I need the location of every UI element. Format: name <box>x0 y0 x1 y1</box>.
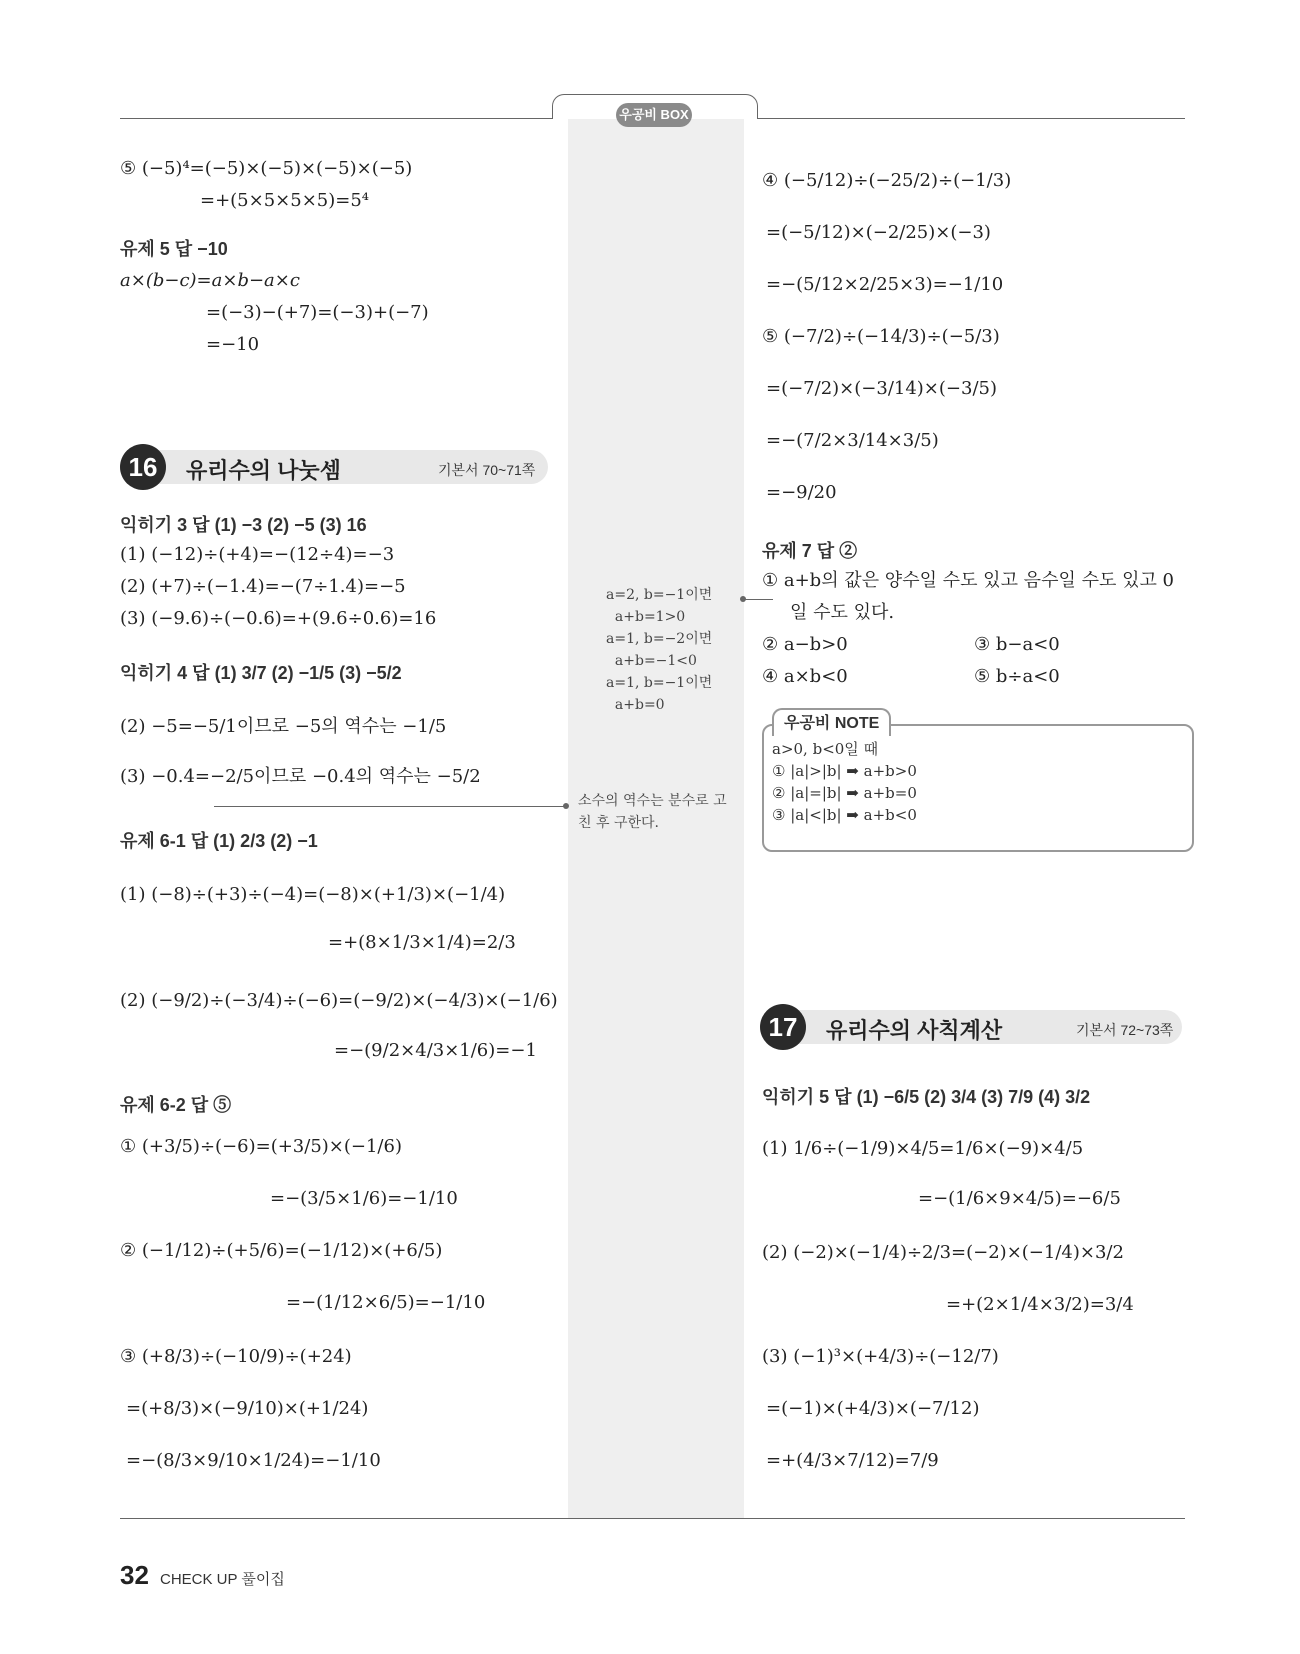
right-line: =−9/20 <box>766 482 837 503</box>
right-line: =−(5/12×2/25×3)=−1/10 <box>766 274 1004 295</box>
left-line: (3) (−9.6)÷(−0.6)=+(9.6÷0.6)=16 <box>120 608 437 629</box>
left-line: =(+8/3)×(−9/10)×(+1/24) <box>126 1398 369 1419</box>
problem-tag: 유제 7 답 ② <box>762 541 858 561</box>
side-note-examples: a=2, b=−1이면 a+b=1>0 a=1, b=−2이면 a+b=−1<0 a=1, b=−1이면 a+b=0 <box>606 587 713 713</box>
section-16-title: 유리수의 나눗셈 <box>186 458 341 483</box>
left-line: =−(3/5×1/6)=−1/10 <box>270 1188 458 1209</box>
left-line: (1) (−8)÷(+3)÷(−4)=(−8)×(+1/3)×(−1/4) <box>120 884 506 905</box>
right-line: 일 수도 있다. <box>790 602 895 623</box>
left-line: (2) (−9/2)÷(−3/4)÷(−6)=(−9/2)×(−4/3)×(−1/6) <box>120 990 558 1011</box>
leader-line <box>214 806 566 807</box>
book-title: CHECK UP 풀이집 <box>160 1571 285 1588</box>
left-line: =+(8×1/3×1/4)=2/3 <box>328 932 516 953</box>
section-16-number: 16 <box>120 444 166 490</box>
note-title: 우공비 NOTE <box>772 708 891 736</box>
right-line: =−(7/2×3/14×3/5) <box>766 430 939 451</box>
right-line: =+(4/3×7/12)=7/9 <box>766 1450 939 1471</box>
left-line: =−(1/12×6/5)=−1/10 <box>286 1292 486 1313</box>
left-line: =−(9/2×4/3×1/6)=−1 <box>334 1040 537 1061</box>
section-17-number: 17 <box>760 1004 806 1050</box>
left-line: (2) (+7)÷(−1.4)=−(7÷1.4)=−5 <box>120 576 406 597</box>
left-line: =(−3)−(+7)=(−3)+(−7) <box>206 302 429 323</box>
section-17-ref: 기본서 72~73쪽 <box>1076 1022 1174 1038</box>
right-line: =+(2×1/4×3/2)=3/4 <box>946 1294 1134 1315</box>
problem-tag: 유제 6-1 답 (1) 2/3 (2) −1 <box>120 831 318 851</box>
right-line: ④ (−5/12)÷(−25/2)÷(−1/3) <box>762 170 1012 191</box>
bottom-rule <box>120 1518 1185 1519</box>
left-line: (1) (−12)÷(+4)=−(12÷4)=−3 <box>120 544 395 565</box>
problem-tag: 유제 5 답 −10 <box>120 239 228 259</box>
left-line: =+(5×5×5×5)=5⁴ <box>200 190 370 211</box>
note-line: a>0, b<0일 때 <box>772 740 879 758</box>
right-line: =−(1/6×9×4/5)=−6/5 <box>918 1188 1121 1209</box>
right-line: =(−1)×(+4/3)×(−7/12) <box>766 1398 980 1419</box>
right-line: =(−5/12)×(−2/25)×(−3) <box>766 222 991 243</box>
leader-line <box>743 599 773 600</box>
left-line: ⑤ (−5)⁴=(−5)×(−5)×(−5)×(−5) <box>120 158 413 179</box>
right-line: (2) (−2)×(−1/4)÷2/3=(−2)×(−1/4)×3/2 <box>762 1242 1124 1263</box>
problem-tag: 유제 6-2 답 ⑤ <box>120 1095 232 1115</box>
page-number: 32 <box>120 1560 149 1590</box>
left-line: ③ (+8/3)÷(−10/9)÷(+24) <box>120 1346 352 1367</box>
side-note-reciprocal: 소수의 역수는 분수로 고 친 후 구한다. <box>578 793 727 831</box>
leader-dot <box>563 803 569 809</box>
left-line: =−(8/3×9/10×1/24)=−1/10 <box>126 1450 381 1471</box>
right-line: =(−7/2)×(−3/14)×(−3/5) <box>766 378 997 399</box>
left-line: (2) −5=−5/1이므로 −5의 역수는 −1/5 <box>120 716 447 737</box>
left-line: =−10 <box>206 334 260 355</box>
right-line: (1) 1/6÷(−1/9)×4/5=1/6×(−9)×4/5 <box>762 1138 1084 1159</box>
right-line: ⑤ b÷a<0 <box>974 666 1060 687</box>
right-line: ① a+b의 값은 양수일 수도 있고 음수일 수도 있고 0 <box>762 570 1175 591</box>
note-line: ② |a|=|b| ➡ a+b=0 <box>772 784 917 802</box>
left-line: (3) −0.4=−2/5이므로 −0.4의 역수는 −5/2 <box>120 766 481 787</box>
note-line: ① |a|>|b| ➡ a+b>0 <box>772 762 917 780</box>
section-17-title: 유리수의 사칙계산 <box>826 1018 1003 1043</box>
problem-tag: 익히기 4 답 (1) 3/7 (2) −1/5 (3) −5/2 <box>120 663 402 683</box>
right-line: (3) (−1)³×(+4/3)÷(−12/7) <box>762 1346 999 1367</box>
box-label: 우공비 BOX <box>616 103 692 127</box>
section-16-ref: 기본서 70~71쪽 <box>438 462 536 478</box>
problem-tag: 익히기 3 답 (1) −3 (2) −5 (3) 16 <box>120 515 367 535</box>
right-line: ⑤ (−7/2)÷(−14/3)÷(−5/3) <box>762 326 1000 347</box>
left-line: a×(b−c)=a×b−a×c <box>120 270 300 291</box>
problem-tag: 익히기 5 답 (1) −6/5 (2) 3/4 (3) 7/9 (4) 3/2 <box>762 1087 1091 1107</box>
note-line: ③ |a|<|b| ➡ a+b<0 <box>772 806 917 824</box>
right-line: ③ b−a<0 <box>974 634 1060 655</box>
right-line: ④ a×b<0 <box>762 666 848 687</box>
left-line: ① (+3/5)÷(−6)=(+3/5)×(−1/6) <box>120 1136 402 1157</box>
left-line: ② (−1/12)÷(+5/6)=(−1/12)×(+6/5) <box>120 1240 443 1261</box>
right-line: ② a−b>0 <box>762 634 848 655</box>
